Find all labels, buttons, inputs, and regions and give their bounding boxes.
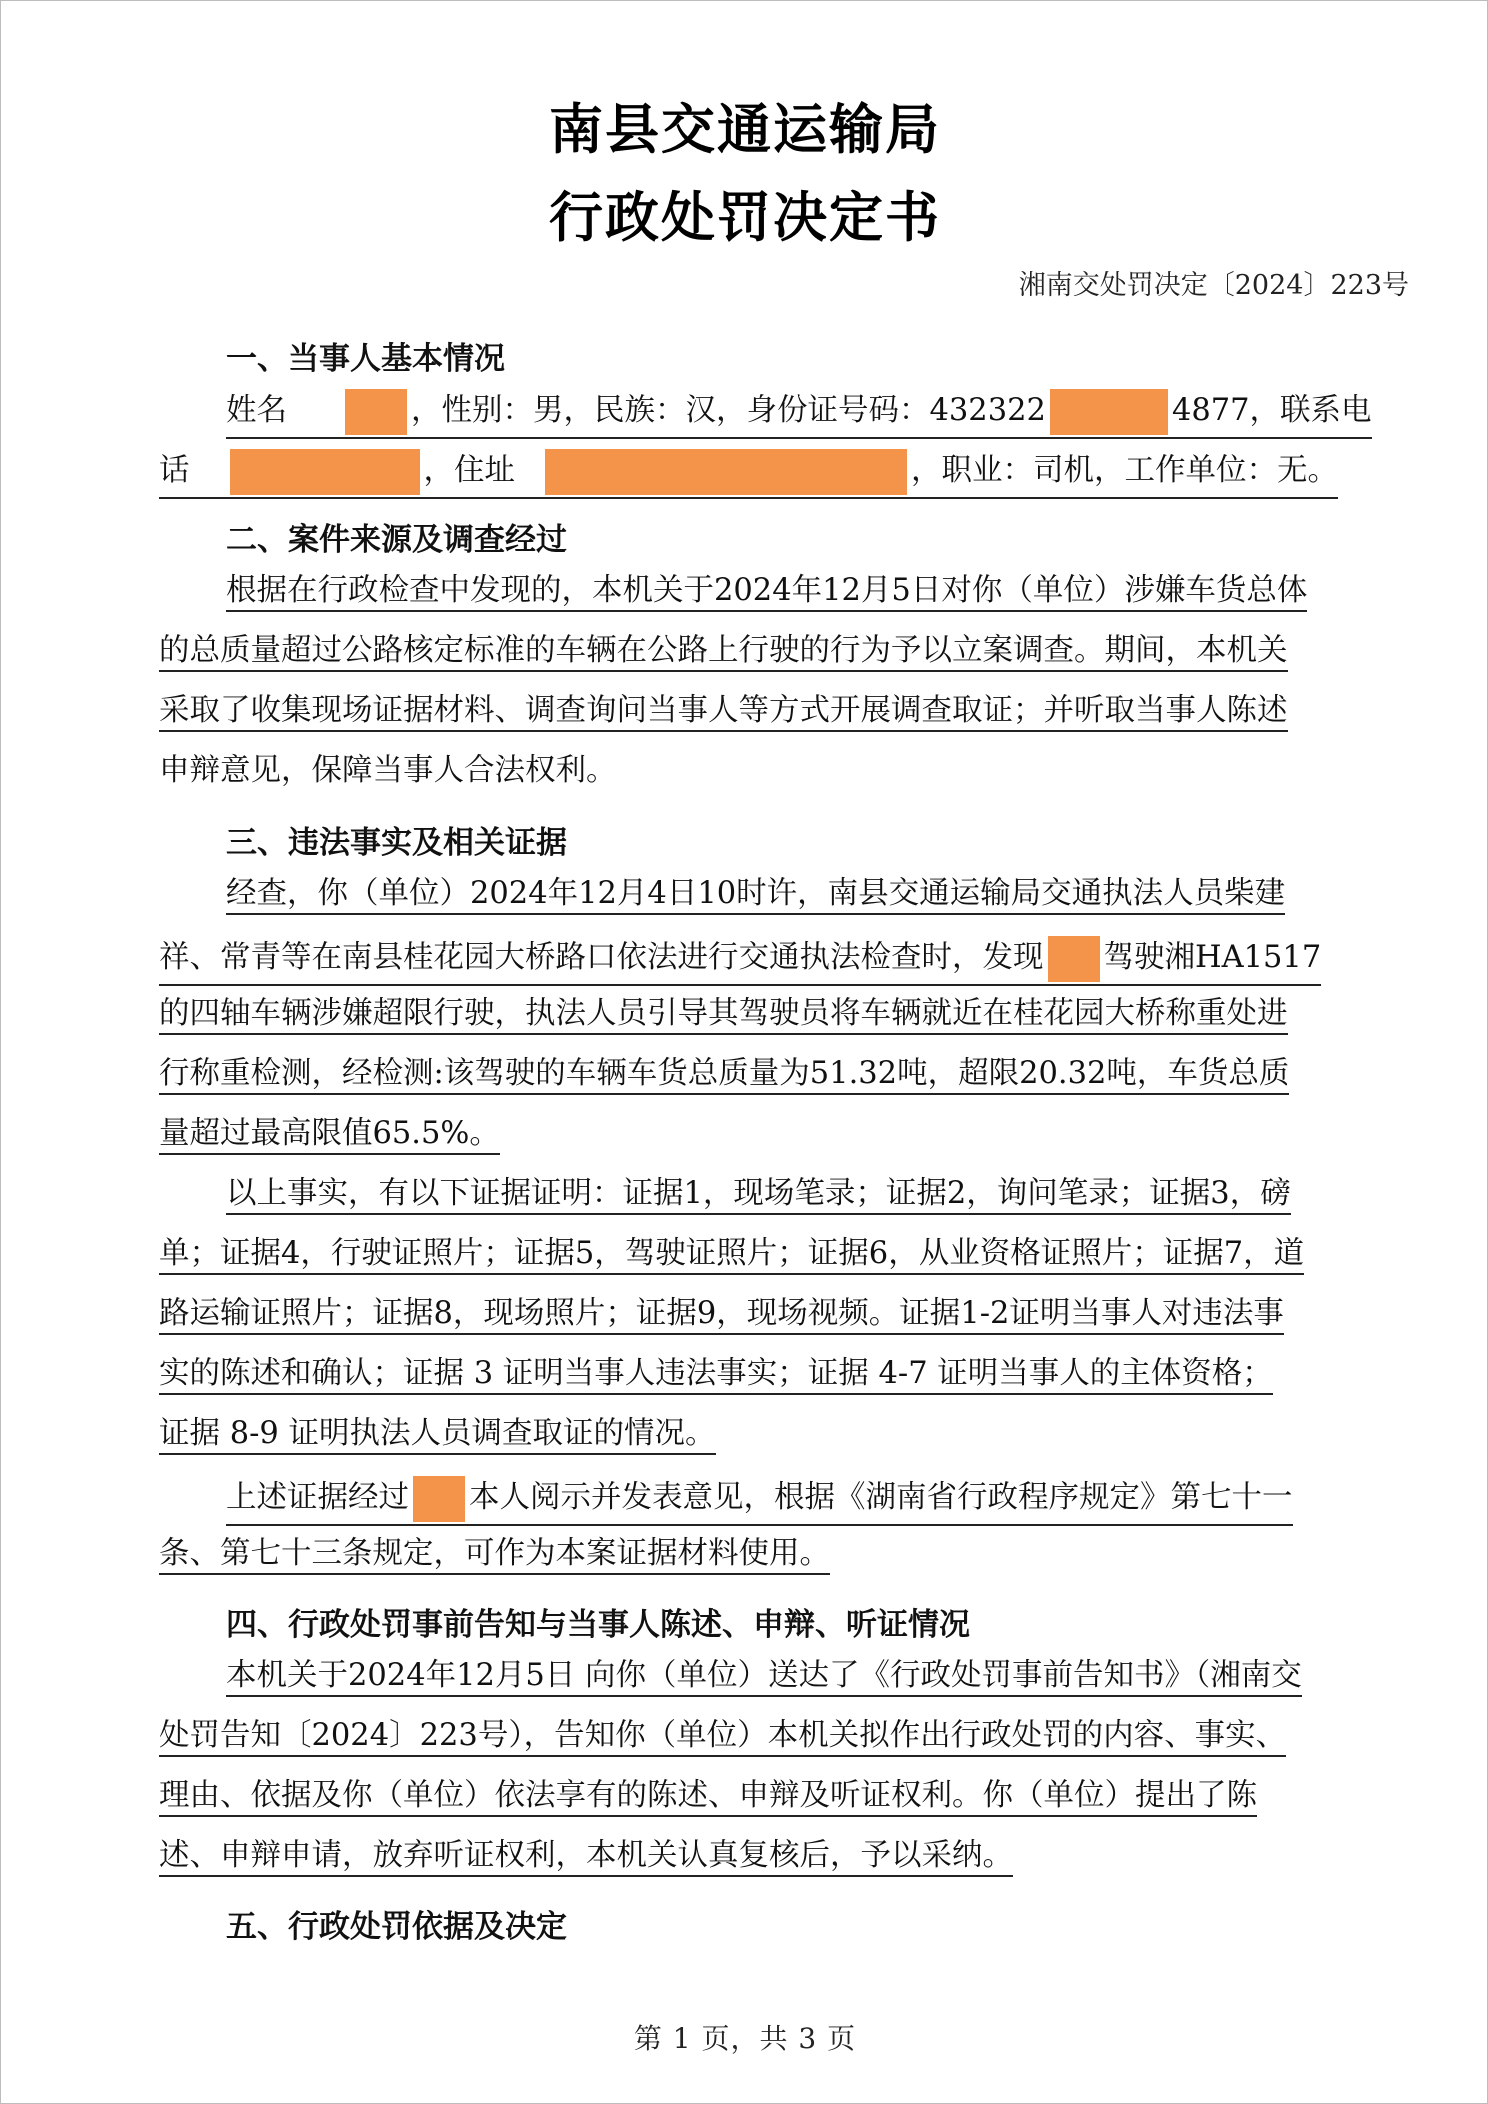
evidence-text: 路运输证照片；证据8，现场照片；证据9，现场视频。证据1-2证明当事人对违法事 (159, 1296, 1284, 1335)
section4-text: 理由、依据及你（单位）依法享有的陈述、申辩及听证权利。你（单位）提出了陈 (159, 1778, 1257, 1817)
occupation-employer: ，职业：司机，工作单位：无。 (911, 453, 1338, 488)
section2-heading: 二、案件来源及调查经过 (226, 522, 567, 558)
section4-heading: 四、行政处罚事前告知与当事人陈述、申辩、听证情况 (226, 1607, 970, 1643)
evidence-text: 单；证据4，行驶证照片；证据5，驾驶证照片；证据6，从业资格证照片；证据7，道 (159, 1236, 1304, 1275)
section2-line (159, 633, 1288, 670)
document-number: 湘南交处罚决定〔2024〕223号 (1018, 270, 1409, 301)
evidence-review-text: 上述证据经过 (226, 1480, 409, 1515)
document-title-agency: 南县交通运输局 (549, 98, 941, 161)
redacted-id-number (1050, 389, 1168, 435)
id-tail-phone-label: 4877，联系电 (1171, 393, 1372, 428)
evidence-text: 证据 8-9 证明执法人员调查取证的情况。 (159, 1416, 716, 1455)
redacted-address (545, 449, 907, 495)
name-label: 姓名 (226, 393, 287, 428)
section2-text: 申辩意见，保障当事人合法权利。 (159, 753, 617, 788)
section3-text: 量超过最高限值65.5%。 (159, 1116, 500, 1155)
evidence-line (159, 1296, 1284, 1333)
section4-line (159, 1778, 1257, 1815)
section3-line (226, 876, 1285, 913)
section1-line1 (226, 389, 1372, 439)
section3-text: 的四轴车辆涉嫌超限行驶，执法人员引导其驾驶员将车辆就近在桂花园大桥称重处进 (159, 996, 1288, 1035)
document-title-type: 行政处罚决定书 (549, 186, 941, 249)
page-number-footer: 第 1 页，共 3 页 (633, 2022, 857, 2055)
section3-line (159, 1056, 1289, 1093)
section4-line (159, 1838, 1013, 1875)
redacted-name (345, 389, 407, 435)
section1-line2 (159, 449, 1338, 499)
phone-label-cont: 话 (159, 453, 190, 488)
gender-ethnicity-id: ，性别：男，民族：汉，身份证号码：432322 (411, 393, 1046, 428)
section2-text: 的总质量超过公路核定标准的车辆在公路上行驶的行为予以立案调查。期间，本机关 (159, 633, 1288, 672)
section3-heading: 三、违法事实及相关证据 (226, 825, 567, 861)
section1-heading: 一、当事人基本情况 (226, 341, 505, 377)
section4-line (159, 1718, 1286, 1755)
redacted-phone (230, 449, 420, 495)
evidence-text: 实的陈述和确认；证据 3 证明当事人违法事实；证据 4-7 证明当事人的主体资格； (159, 1356, 1273, 1395)
section2-line (226, 573, 1307, 610)
section4-text: 处罚告知〔2024〕223号），告知你（单位）本机关拟作出行政处罚的内容、事实、 (159, 1718, 1286, 1757)
section2-text: 采取了收集现场证据材料、调查询问当事人等方式开展调查取证；并听取当事人陈述 (159, 693, 1288, 732)
evidence-line (159, 1416, 716, 1453)
section2-line (159, 753, 617, 790)
section3-line (159, 936, 1321, 986)
evidence-line (159, 1356, 1273, 1393)
redacted-driver-name (1048, 936, 1100, 982)
redacted-party-name (413, 1476, 465, 1522)
section3-line (159, 996, 1288, 1033)
evidence-review-line (159, 1536, 830, 1573)
evidence-line (226, 1176, 1291, 1213)
section2-text: 根据在行政检查中发现的，本机关于2024年12月5日对你（单位）涉嫌车货总体 (226, 573, 1307, 612)
address-label: ，住址 (423, 453, 515, 488)
section3-text: 经查，你（单位）2024年12月4日10时许，南县交通运输局交通执法人员柴建 (226, 876, 1285, 915)
section3-text: 行称重检测，经检测:该驾驶的车辆车货总质量为51.32吨，超限20.32吨，车货总质 (159, 1056, 1289, 1095)
evidence-text: 以上事实，有以下证据证明：证据1，现场笔录；证据2，询问笔录；证据3，磅 (226, 1176, 1291, 1215)
section5-heading: 五、行政处罚依据及决定 (226, 1909, 567, 1945)
section4-line (226, 1658, 1302, 1695)
section4-text: 述、申辩申请，放弃听证权利，本机关认真复核后，予以采纳。 (159, 1838, 1013, 1877)
section4-text: 本机关于2024年12月5日 向你（单位）送达了《行政处罚事前告知书》（湘南交 (226, 1658, 1302, 1697)
section3-text: 驾驶湘HA1517 (1103, 940, 1322, 975)
evidence-line (159, 1236, 1304, 1273)
section3-text: 祥、常青等在南县桂花园大桥路口依法进行交通执法检查时，发现 (159, 940, 1044, 975)
evidence-review-text: 本人阅示并发表意见，根据《湖南省行政程序规定》第七十一 (469, 1480, 1293, 1515)
section2-line (159, 693, 1288, 730)
evidence-review-line (226, 1476, 1293, 1526)
evidence-review-text: 条、第七十三条规定，可作为本案证据材料使用。 (159, 1536, 830, 1575)
section3-line (159, 1116, 500, 1153)
